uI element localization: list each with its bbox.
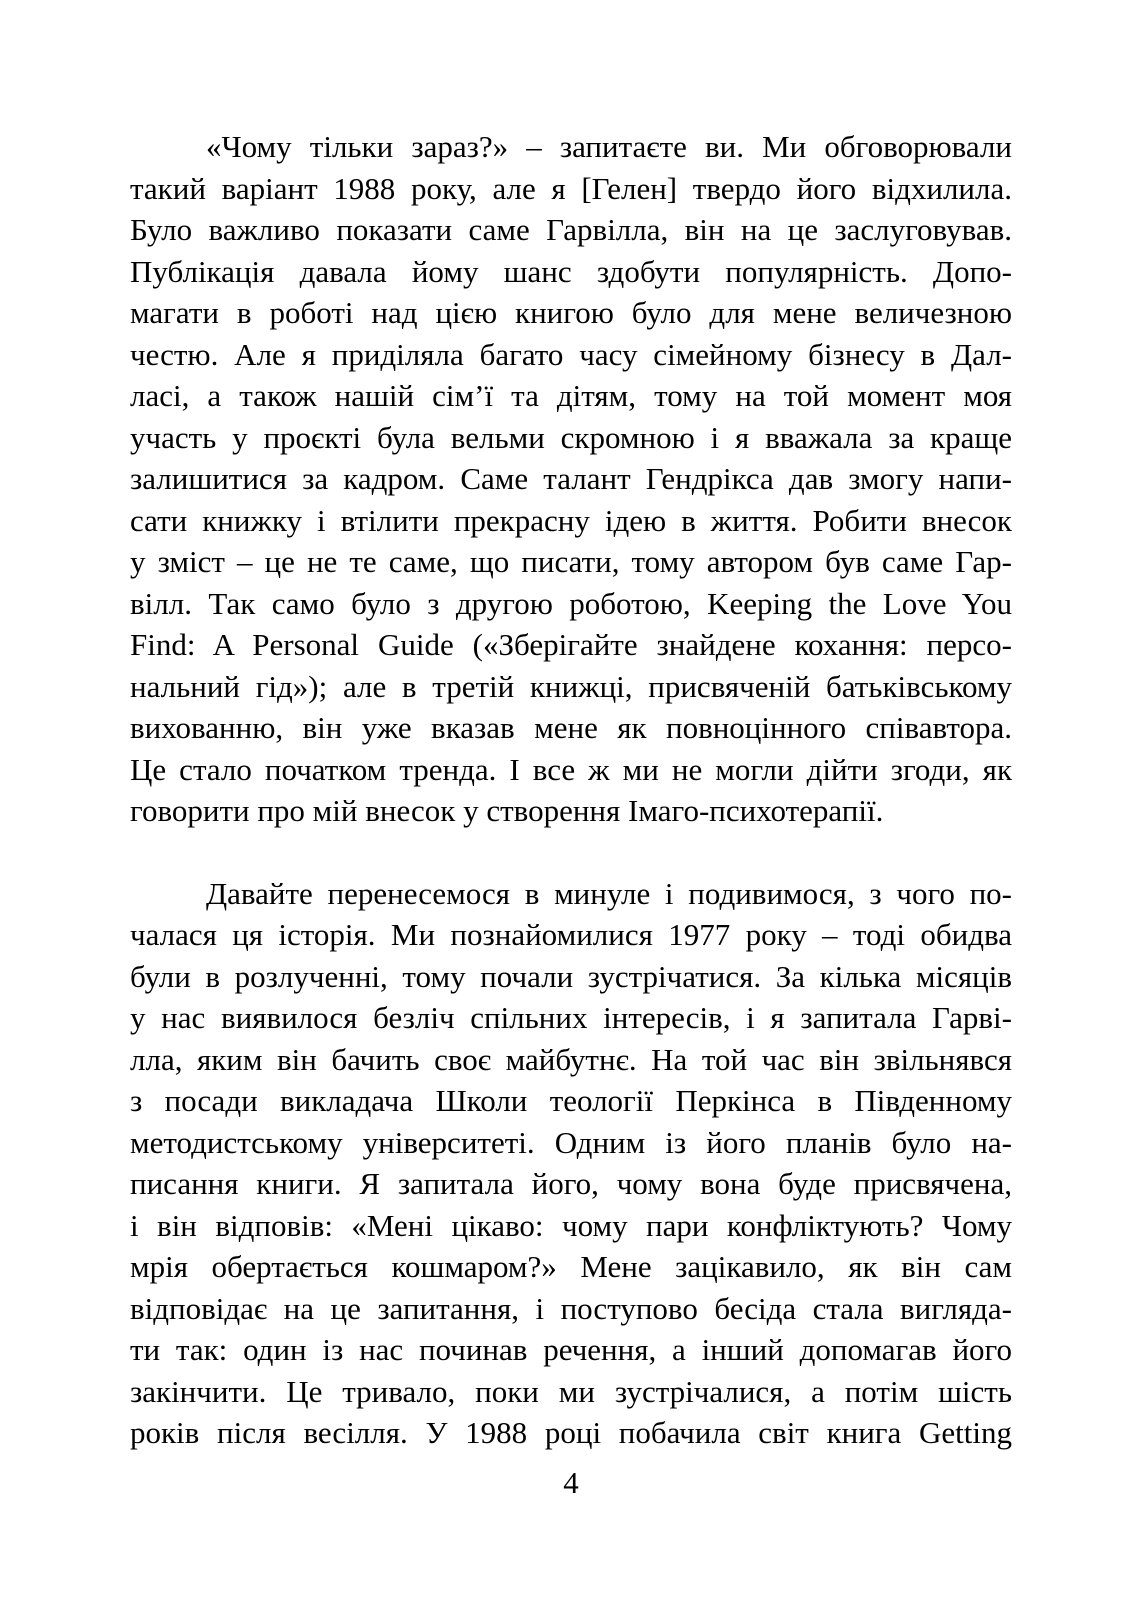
text-line: лла, яким він бачить своє майбутнє. На той час він звільнявся xyxy=(130,1041,1012,1077)
text-line: «Чому тільки зараз?» – запитаєте ви. Ми обговорювали xyxy=(206,129,1012,164)
text-line: ти так: один із нас починав речення, а інший допомагав його xyxy=(130,1332,1012,1367)
text-line: залишитися за кадром. Саме талант Гендрікса дав змогу напи- xyxy=(130,461,1012,496)
text-line: чалася ця історія. Ми познайомилися 1977 року – тоді обидва xyxy=(130,917,1012,952)
text-line: Давайте перенесемося в минуле і подивимося, з чого по- xyxy=(206,875,1012,911)
text-line: магати в роботі над цією книгою було для мене величезною xyxy=(130,295,1012,330)
text-line: відповідає на це запитання, і поступово бесіда стала вигляда- xyxy=(130,1290,1012,1326)
text-line: нальний гід»); але в третій книжці, присвяченій батьківському xyxy=(130,668,1012,704)
text-line: були в розлученні, тому почали зустрічатися. За кілька місяців xyxy=(130,958,1012,994)
text-line: вихованню, він уже вказав мене як повноцінного співавтора. xyxy=(130,710,1012,745)
text-line: і він відповів: «Мені цікаво: чому пари конфліктують? Чому xyxy=(130,1207,1012,1243)
paragraph-1 xyxy=(130,126,1012,832)
text-line: у зміст – це не те саме, що писати, тому автором був саме Гар- xyxy=(130,544,1012,579)
text-line: у нас виявилося безліч спільних інтересів, і я запитала Гарві- xyxy=(130,1000,1012,1035)
text-line: сати книжку і втілити прекрасну ідею в життя. Робити внесок xyxy=(130,502,1012,538)
text-line: честю. Але я приділяла багато часу сімейному бізнесу в Дал- xyxy=(130,336,1012,372)
text-line: Було важливо показати саме Гарвілла, він на це заслуговував. xyxy=(130,212,1012,247)
text-line: закінчити. Це тривало, поки ми зустрічалися, а потім шість xyxy=(130,1373,1012,1409)
text-line: ласі, а також нашій сім’ї та дітям, тому на той момент моя xyxy=(130,378,1012,413)
text-line: Find: A Personal Guide («Зберігайте знайдене кохання: персо- xyxy=(130,627,1012,662)
text-line: вілл. Так само було з другою роботою, Keeping the Love You xyxy=(130,585,1012,621)
paragraph-2 xyxy=(130,873,1012,1454)
page-number: 4 xyxy=(563,1465,579,1500)
text-line: мрія обертається кошмаром?» Мене зацікавило, як він сам xyxy=(130,1249,1012,1284)
text-line: говорити про мій внесок у створення Імаго-психотерапії. xyxy=(130,793,884,828)
text-line: методистському університеті. Одним із його планів було на- xyxy=(130,1124,1012,1160)
text-line: участь у проєкті була вельми скромною і я вважала за краще xyxy=(130,419,1012,455)
text-line: Публікація давала йому шанс здобути популярність. Допо- xyxy=(130,253,1012,289)
text-line: років після весілля. У 1988 році побачила світ книга Getting xyxy=(130,1415,1012,1450)
text-line: такий варіант 1988 року, але я [Гелен] твердо його відхилила. xyxy=(130,170,1012,206)
text-line: Це стало початком тренда. І все ж ми не могли дійти згоди, як xyxy=(130,751,1012,787)
text-block xyxy=(130,126,1012,1454)
text-line: з посади викладача Школи теології Перкінса в Південному xyxy=(130,1083,1012,1118)
text-line: писання книги. Я запитала його, чому вона буде присвячена, xyxy=(130,1166,1012,1201)
